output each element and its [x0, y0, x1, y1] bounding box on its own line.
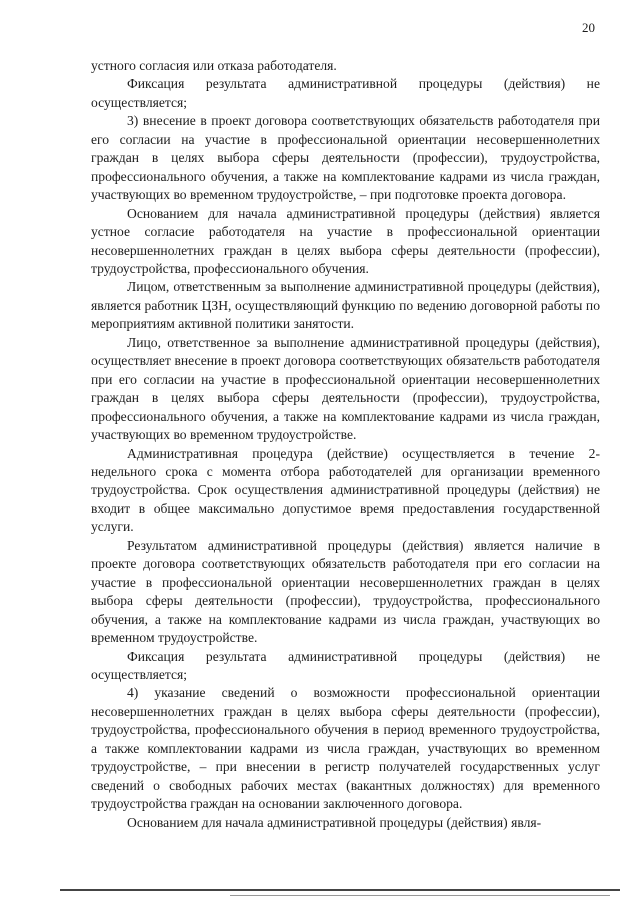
paragraph: Административная процедура (действие) осуществляется в течение 2-недельного срока с момента отбора работодателей для организации временного трудоустройства. Срок осуществления административной процедуры (действия) не входит в общее максимально допустимое время предоставления государственной услуги. — [91, 445, 600, 535]
paragraph: Фиксация результата административной процедуры (действия) не осуществляется; — [91, 648, 600, 682]
paragraph-continuation: устного согласия или отказа работодателя. — [91, 58, 337, 73]
paragraph: Основанием для начала административной процедуры (действия) является устное согласие работодателя на участие в профессиональной ориентации несовершеннолетних граждан в целях выбора сферы деятельности (профессии), трудоустройства, профессионального обучения. — [91, 205, 600, 276]
paragraph: 3) внесение в проект договора соответствующих обязательств работодателя при его согласии на участие в профессиональной ориентации несовершеннолетних граждан в целях выбора сферы деятельности (профессии), трудоустройства, профессионального обучения, а также на комплектование кадрами из числа граждан, участвующих во временном трудоустройстве, – при подготовке проекта договора. — [91, 113, 600, 203]
scan-edge-line-thin — [230, 895, 610, 896]
scan-edge-line — [60, 889, 620, 891]
document-body — [91, 57, 600, 832]
paragraph: Лицом, ответственным за выполнение административной процедуры (действия), является работник ЦЗН, осуществляющий функцию по ведению договорной работы по мероприятиям активной политики занятости. — [91, 279, 600, 332]
paragraph: Лицо, ответственное за выполнение административной процедуры (действия), осуществляет внесение в проект договора соответствующих обязательств работодателя при его согласии на участие в профессиональной ориентации несовершеннолетних граждан в целях выбора сферы деятельности (профессии), трудоустройства, профессионального обучения, а также на комплектование кадрами из числа граждан, участвующих во временном трудоустройстве. — [91, 334, 600, 443]
paragraph: Фиксация результата административной процедуры (действия) не осуществляется; — [91, 76, 600, 110]
page-number: 20 — [582, 20, 595, 35]
paragraph: Результатом административной процедуры (действия) является наличие в проекте договора соответствующих обязательств работодателя при его согласии на участие в профессиональной ориентации несовершеннолетних граждан в целях выбора сферы деятельности (профессии), трудоустройства, профессионального обучения, а также на комплектование кадрами из числа граждан, участвующих во временном трудоустройстве. — [91, 537, 600, 646]
paragraph: 4) указание сведений о возможности профессиональной ориентации несовершеннолетних граждан в целях выбора сферы деятельности (профессии), трудоустройства, профессионального обучения в период временного трудоустройства, а также комплектовании кадрами из числа граждан, участвующих во временном трудоустройстве, – при внесении в регистр получателей государственных услуг сведений о свободных рабочих местах (вакантных должностях) для временного трудоустройства граждан на основании заключенного договора. — [91, 685, 600, 812]
paragraph: Основанием для начала административной процедуры (действия) явля- — [127, 814, 542, 830]
